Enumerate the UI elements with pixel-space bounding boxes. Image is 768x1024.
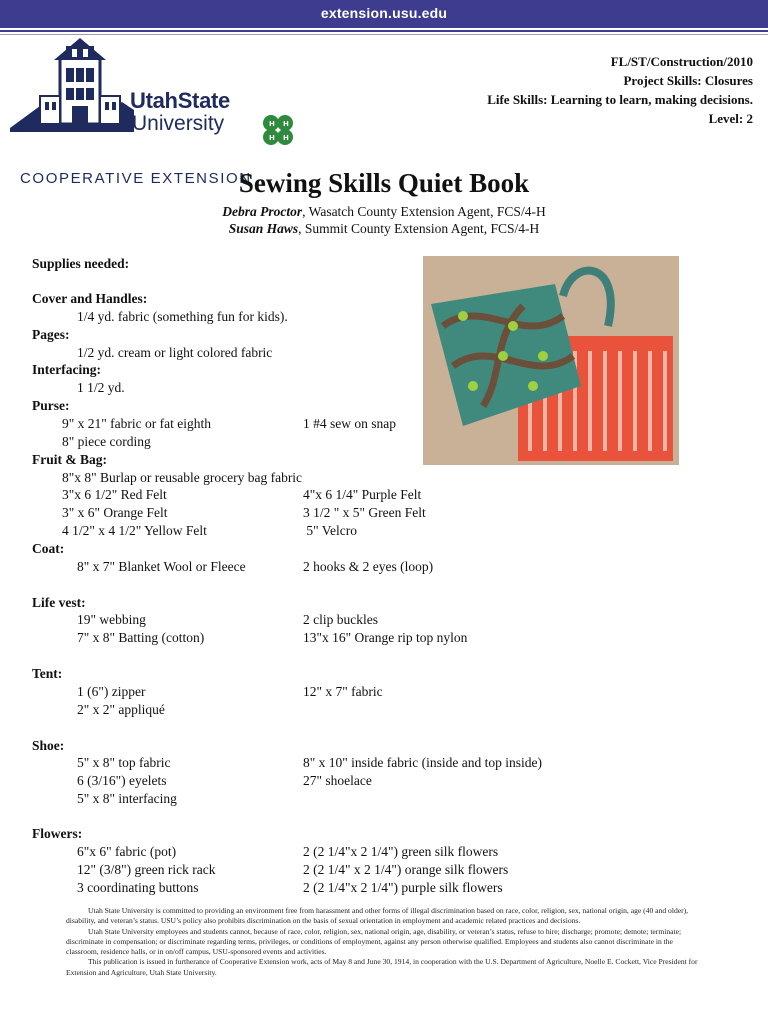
purse-left-1: 9" x 21" fabric or fat eighth	[62, 416, 211, 431]
author-1-name: Debra Proctor	[222, 204, 303, 219]
fruit-full: 8"x 8" Burlap or reusable grocery bag fabric	[62, 470, 303, 485]
logo-university: University	[132, 112, 225, 135]
pages-item: 1/2 yd. cream or light colored fabric	[77, 345, 273, 360]
flowers-left-2: 12" (3/8") green rick rack	[77, 862, 216, 877]
fruit-right-2: 3 1/2 " x 5" Green Felt	[303, 505, 426, 520]
lifevest-left-2: 7" x 8" Batting (cotton)	[77, 630, 205, 645]
disclaimer-paragraph-3: This publication is issued in furtherance of Cooperative Extension work, acts of May 8 and June 30, 1914, in cooperation with the U.S. Department of Agriculture, Noelle E. Cockett, Vice President for Extension and Agriculture, Utah State University.	[66, 957, 698, 977]
tent-heading: Tent:	[32, 666, 63, 681]
flowers-left-1: 6"x 6" fabric (pot)	[77, 844, 177, 859]
site-url[interactable]: extension.usu.edu	[320, 5, 448, 21]
shoe-heading: Shoe:	[32, 738, 65, 753]
supplies-heading: Supplies needed:	[32, 256, 130, 271]
purse-left-2: 8" piece cording	[62, 434, 151, 449]
four-h-clover-icon	[260, 112, 296, 148]
purse-right-1: 1 #4 sew on snap	[303, 416, 396, 431]
cover-heading: Cover and Handles:	[32, 291, 148, 306]
shoe-right-2: 27" shoelace	[303, 773, 372, 788]
header-rule-thin	[0, 34, 768, 35]
coat-left-1: 8" x 7" Blanket Wool or Fleece	[77, 559, 246, 574]
svg-text:H: H	[269, 134, 275, 142]
shoe-left-1: 5" x 8" top fabric	[77, 755, 171, 770]
interfacing-item: 1 1/2 yd.	[77, 380, 125, 395]
meta-life-skills: Life Skills: Learning to learn, making decisions.	[487, 92, 753, 107]
author-2-name: Susan Haws	[228, 221, 299, 236]
fruit-right-3: 5" Velcro	[303, 523, 357, 538]
disclaimer-paragraph-1: Utah State University is committed to providing an environment free from harassment and other forms of illegal discrimination based on race, color, religion, sex, national origin, age (40 and older), disability, and veteran’s status. USU’s policy also prohibits discrimination on the basis of sexual orientation in employment and academic related practices and decisions.	[66, 906, 689, 926]
shoe-left-3: 5" x 8" interfacing	[77, 791, 177, 806]
flowers-right-2: 2 (2 1/4" x 2 1/4") orange silk flowers	[303, 862, 509, 877]
shoe-left-2: 6 (3/16") eyelets	[77, 773, 167, 788]
flowers-right-3: 2 (2 1/4"x 2 1/4") purple silk flowers	[303, 880, 503, 895]
pages-heading: Pages:	[32, 327, 70, 342]
top-banner	[0, 0, 768, 28]
svg-text:H: H	[283, 120, 289, 128]
logo-cooperative-extension: COOPERATIVE EXTENSION	[20, 170, 252, 187]
nondiscrimination-statement	[66, 906, 706, 978]
disclaimer-paragraph-2: Utah State University employees and students cannot, because of race, color, religion, sex, national origin, age, disability, or veteran’s status, refuse to hire; discharge; promote; demote; terminate; discriminate in compensation; or discriminate regarding terms, privileges, or conditions of employment, against any person otherwise qualified. Employees and students also cannot discriminate in the classroom, residence halls, or in on/off campus, USU-sponsored events and activities.	[66, 926, 682, 957]
lifevest-heading: Life vest:	[32, 595, 86, 610]
fabric-bags-photo	[423, 256, 679, 465]
flowers-right-1: 2 (2 1/4"x 2 1/4") green silk flowers	[303, 844, 499, 859]
flowers-heading: Flowers:	[32, 826, 83, 841]
fruit-right-1: 4"x 6 1/4" Purple Felt	[303, 487, 422, 502]
coat-heading: Coat:	[32, 541, 65, 556]
header-rule	[0, 30, 768, 32]
quiet-book-photo-icon	[423, 256, 679, 465]
author-1	[0, 204, 768, 220]
purse-heading: Purse:	[32, 398, 70, 413]
tent-right-1: 12" x 7" fabric	[303, 684, 383, 699]
fruit-left-2: 3" x 6" Orange Felt	[62, 505, 168, 520]
page-title: Sewing Skills Quiet Book	[238, 168, 530, 198]
shoe-right-1: 8" x 10" inside fabric (inside and top inside)	[303, 755, 542, 770]
author-2-role: , Summit County Extension Agent, FCS/4-H	[298, 221, 540, 236]
coat-right-1: 2 hooks & 2 eyes (loop)	[303, 559, 434, 574]
svg-text:H: H	[269, 120, 275, 128]
meta-level: Level: 2	[708, 111, 753, 126]
author-1-role: , Wasatch County Extension Agent, FCS/4-H	[302, 204, 546, 219]
usu-extension-logo	[10, 36, 300, 187]
publication-meta	[487, 52, 753, 128]
lifevest-right-2: 13"x 16" Orange rip top nylon	[303, 630, 468, 645]
fruit-left-1: 3"x 6 1/2" Red Felt	[62, 487, 167, 502]
fruit-left-3: 4 1/2" x 4 1/2" Yellow Felt	[62, 523, 207, 538]
tent-left-2: 2" x 2" appliqué	[77, 702, 165, 717]
author-2	[0, 221, 768, 237]
svg-text:H: H	[283, 134, 289, 142]
lifevest-left-1: 19" webbing	[77, 612, 146, 627]
lifevest-right-1: 2 clip buckles	[303, 612, 378, 627]
meta-project-skills: Project Skills: Closures	[623, 73, 753, 88]
interfacing-heading: Interfacing:	[32, 362, 101, 377]
cover-item: 1/4 yd. fabric (something fun for kids).	[77, 309, 288, 324]
tent-left-1: 1 (6") zipper	[77, 684, 146, 699]
fruit-heading: Fruit & Bag:	[32, 452, 107, 467]
meta-code: FL/ST/Construction/2010	[610, 54, 753, 69]
flowers-left-3: 3 coordinating buttons	[77, 880, 199, 895]
logo-utahstate: UtahState	[130, 88, 230, 113]
